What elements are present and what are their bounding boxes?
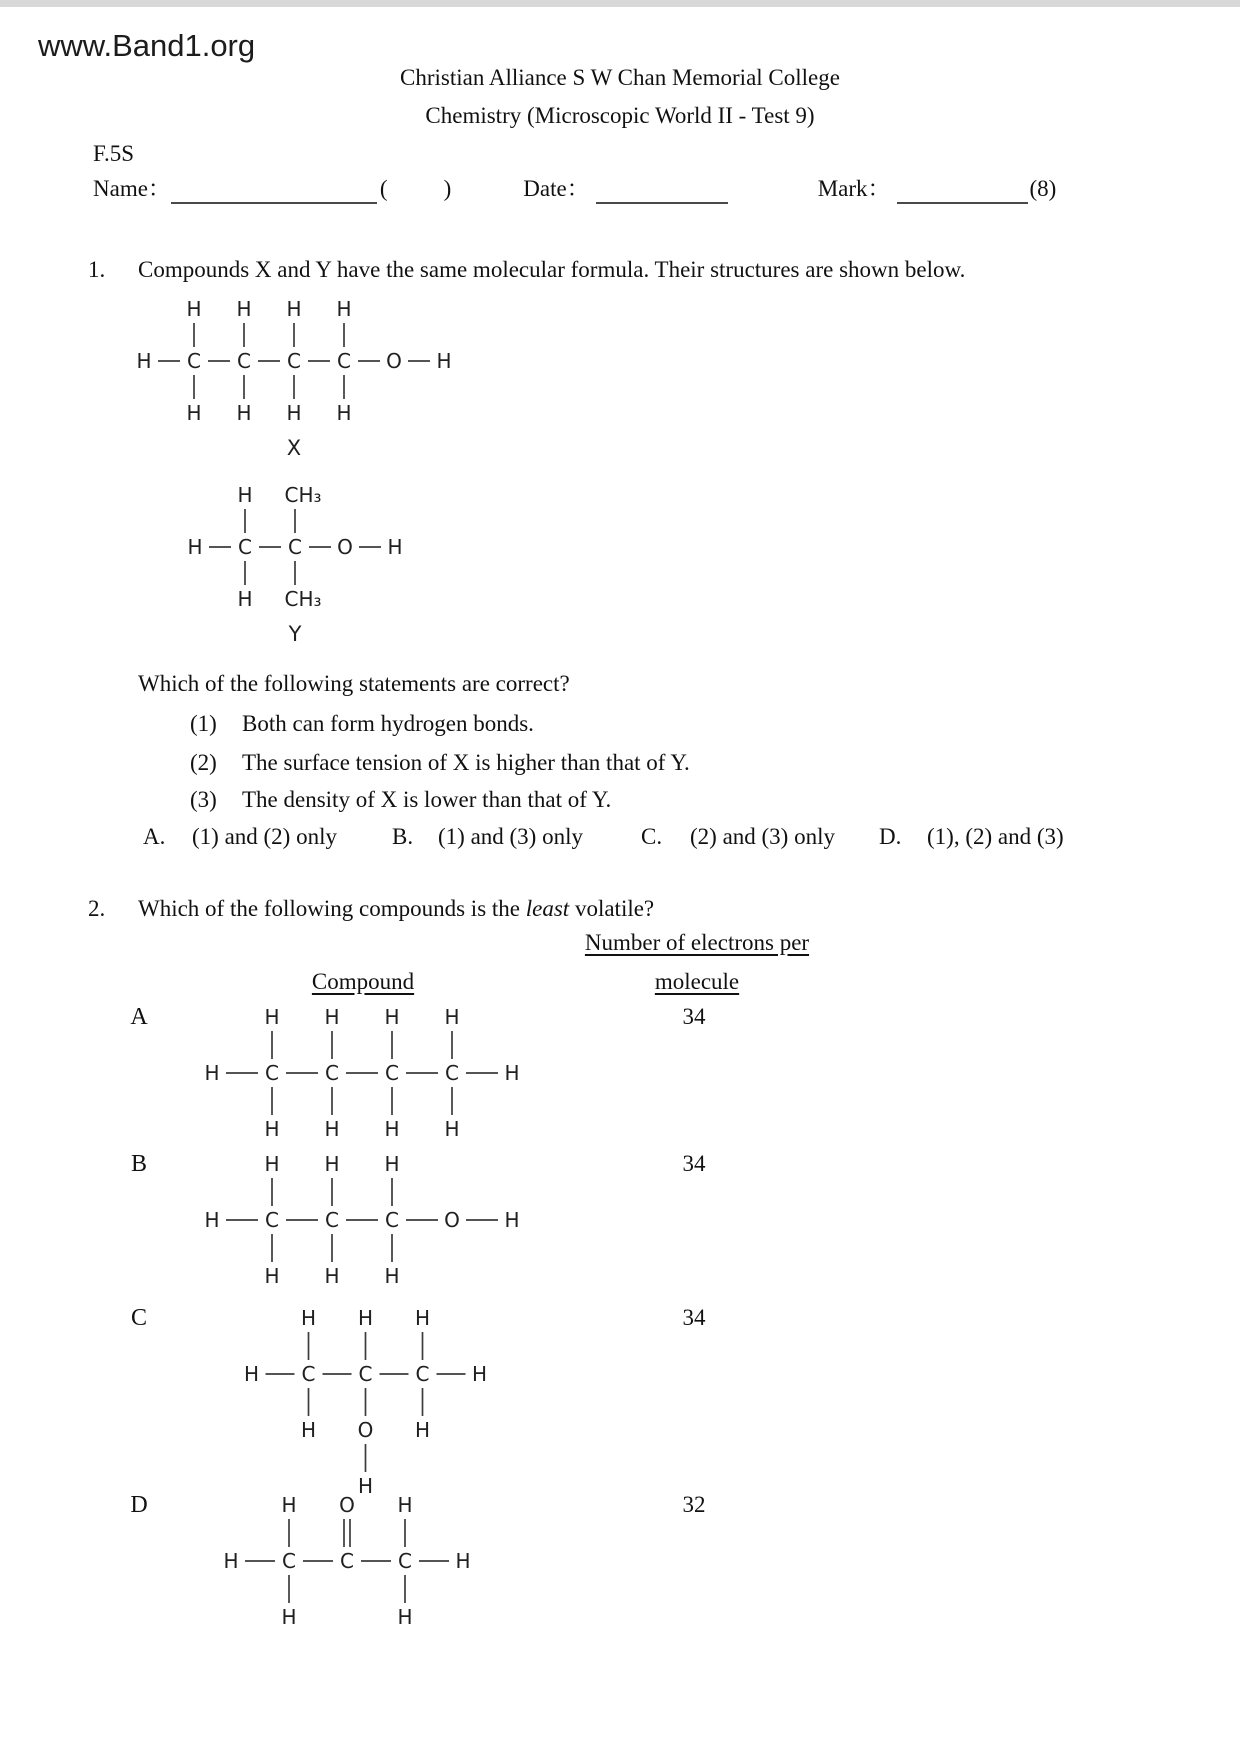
- q2-row-d-letter: D: [130, 1492, 148, 1518]
- svg-text:H: H: [336, 297, 352, 321]
- q2-stem-italic-word: least: [525, 896, 570, 921]
- structure-option-b: [182, 1136, 542, 1304]
- svg-text:H: H: [264, 1005, 280, 1029]
- name-date-mark-line: [93, 174, 1056, 204]
- q1-statement-1: [0, 710, 1240, 740]
- svg-text:C: C: [301, 1362, 316, 1386]
- structure-label: X: [286, 436, 302, 460]
- svg-text:C: C: [288, 535, 302, 559]
- svg-text:H: H: [471, 1362, 488, 1386]
- structure-option-d: [202, 1477, 492, 1645]
- svg-text:H: H: [264, 1264, 280, 1288]
- svg-text:H: H: [286, 297, 302, 321]
- q2-stem: [138, 895, 1138, 923]
- school-name: Christian Alliance S W Chan Memorial College: [400, 65, 840, 90]
- statement-number: (2): [190, 750, 217, 775]
- svg-text:H: H: [324, 1152, 340, 1176]
- svg-text:H: H: [384, 1152, 400, 1176]
- svg-text:C: C: [237, 349, 251, 373]
- svg-text:H: H: [136, 349, 152, 373]
- statement-text: The density of X is lower than that of Y.: [242, 787, 612, 812]
- svg-text:H: H: [384, 1005, 400, 1029]
- svg-text:H: H: [324, 1117, 340, 1141]
- svg-text:C: C: [187, 349, 201, 373]
- svg-text:O: O: [357, 1418, 374, 1442]
- svg-text:H: H: [357, 1474, 374, 1498]
- q2-row-c-letter: C: [130, 1305, 147, 1331]
- svg-text:H: H: [397, 1605, 413, 1629]
- svg-text:H: H: [324, 1264, 340, 1288]
- column-header-electrons-line1: Number of electrons per: [584, 930, 810, 955]
- svg-text:H: H: [357, 1306, 374, 1330]
- svg-text:CH₃: CH₃: [284, 587, 322, 611]
- q1-question: Which of the following statements are correct?: [138, 671, 570, 696]
- option-d-text: (1), (2) and (3): [927, 824, 1064, 849]
- mark-label: Mark：: [817, 176, 891, 201]
- q1-stem: Compounds X and Y have the same molecular formula. Their structures are shown below.: [138, 257, 966, 282]
- svg-text:H: H: [300, 1306, 317, 1330]
- svg-text:CH₃: CH₃: [284, 483, 322, 507]
- svg-text:O: O: [386, 349, 402, 373]
- test-title: Chemistry (Microscopic World II - Test 9): [425, 103, 815, 128]
- svg-text:H: H: [455, 1549, 471, 1573]
- structure-x: [119, 283, 469, 460]
- statement-number: (1): [190, 711, 217, 736]
- svg-text:H: H: [281, 1605, 297, 1629]
- column-header-electrons-line2: molecule: [654, 969, 740, 994]
- scan-edge-artifact: [0, 0, 1240, 7]
- structure-label: Y: [288, 622, 302, 646]
- svg-text:C: C: [340, 1549, 354, 1573]
- q2-stem-after: volatile?: [569, 896, 655, 921]
- option-b-letter: B.: [392, 824, 414, 849]
- svg-text:C: C: [265, 1208, 279, 1232]
- svg-text:O: O: [444, 1208, 460, 1232]
- svg-text:C: C: [238, 535, 252, 559]
- svg-text:C: C: [445, 1061, 459, 1085]
- svg-text:C: C: [385, 1208, 399, 1232]
- svg-text:C: C: [282, 1549, 296, 1573]
- q1-statement-2: [0, 749, 1240, 779]
- q2-row-b-electrons: 34: [682, 1151, 706, 1176]
- svg-text:H: H: [414, 1306, 431, 1330]
- svg-text:H: H: [236, 401, 252, 425]
- q1-number: 1.: [88, 257, 106, 282]
- svg-text:O: O: [337, 535, 353, 559]
- statement-text: The surface tension of X is higher than that of Y.: [242, 750, 690, 775]
- svg-text:H: H: [204, 1208, 220, 1232]
- option-b-text: (1) and (3) only: [438, 824, 583, 849]
- svg-text:H: H: [186, 401, 202, 425]
- svg-text:C: C: [325, 1061, 339, 1085]
- svg-text:H: H: [264, 1117, 280, 1141]
- svg-text:H: H: [264, 1152, 280, 1176]
- option-d-letter: D.: [879, 824, 902, 849]
- svg-text:H: H: [187, 535, 203, 559]
- svg-text:C: C: [358, 1362, 373, 1386]
- svg-text:H: H: [387, 535, 403, 559]
- option-c-letter: C.: [641, 824, 663, 849]
- svg-text:H: H: [281, 1493, 297, 1517]
- svg-text:H: H: [444, 1005, 460, 1029]
- svg-text:H: H: [236, 297, 252, 321]
- name-label: Name：: [93, 176, 171, 201]
- name-blank: [171, 178, 377, 204]
- svg-text:H: H: [300, 1418, 317, 1442]
- svg-text:H: H: [223, 1549, 239, 1573]
- svg-text:H: H: [397, 1493, 413, 1517]
- svg-text:C: C: [287, 349, 301, 373]
- structure-option-a: [182, 989, 542, 1157]
- svg-text:H: H: [237, 483, 253, 507]
- svg-text:H: H: [204, 1061, 220, 1085]
- q2-stem-before: Which of the following compounds is the: [138, 896, 526, 921]
- mark-total: (8): [1029, 176, 1057, 201]
- svg-text:H: H: [237, 587, 253, 611]
- svg-text:H: H: [414, 1418, 431, 1442]
- svg-text:C: C: [385, 1061, 399, 1085]
- svg-text:H: H: [384, 1117, 400, 1141]
- svg-text:H: H: [324, 1005, 340, 1029]
- svg-text:H: H: [436, 349, 452, 373]
- q2-row-d-electrons: 32: [682, 1492, 706, 1517]
- q2-number: 2.: [88, 896, 106, 921]
- option-a-text: (1) and (2) only: [192, 824, 337, 849]
- q2-row-a-electrons: 34: [682, 1004, 706, 1029]
- svg-text:C: C: [398, 1549, 412, 1573]
- svg-text:H: H: [384, 1264, 400, 1288]
- svg-text:H: H: [504, 1061, 520, 1085]
- class-label: F.5S: [93, 141, 134, 166]
- date-blank: [596, 178, 728, 204]
- svg-text:O: O: [339, 1493, 355, 1517]
- q1-statement-3: [0, 786, 1240, 816]
- statement-text: Both can form hydrogen bonds.: [242, 711, 534, 736]
- svg-text:C: C: [265, 1061, 279, 1085]
- svg-text:H: H: [286, 401, 302, 425]
- svg-text:H: H: [336, 401, 352, 425]
- svg-text:H: H: [243, 1362, 260, 1386]
- date-label: Date：: [523, 176, 590, 201]
- structure-y: [170, 469, 420, 646]
- site-watermark: www.Band1.org: [38, 28, 256, 63]
- q2-row-c-electrons: 34: [682, 1305, 706, 1330]
- mark-blank: [897, 178, 1028, 204]
- class-no-paren-close: ): [443, 176, 452, 201]
- q1-options: [0, 823, 1240, 853]
- svg-text:H: H: [186, 297, 202, 321]
- q2-row-a-letter: A: [130, 1004, 148, 1030]
- column-header-compound: Compound: [311, 969, 415, 994]
- q2-row-b-letter: B: [130, 1151, 147, 1177]
- svg-text:H: H: [444, 1117, 460, 1141]
- svg-text:C: C: [337, 349, 351, 373]
- svg-text:C: C: [415, 1362, 430, 1386]
- option-c-text: (2) and (3) only: [690, 824, 835, 849]
- svg-text:C: C: [325, 1208, 339, 1232]
- statement-number: (3): [190, 787, 217, 812]
- class-no-paren-open: (: [379, 176, 388, 201]
- option-a-letter: A.: [143, 824, 166, 849]
- svg-text:H: H: [504, 1208, 520, 1232]
